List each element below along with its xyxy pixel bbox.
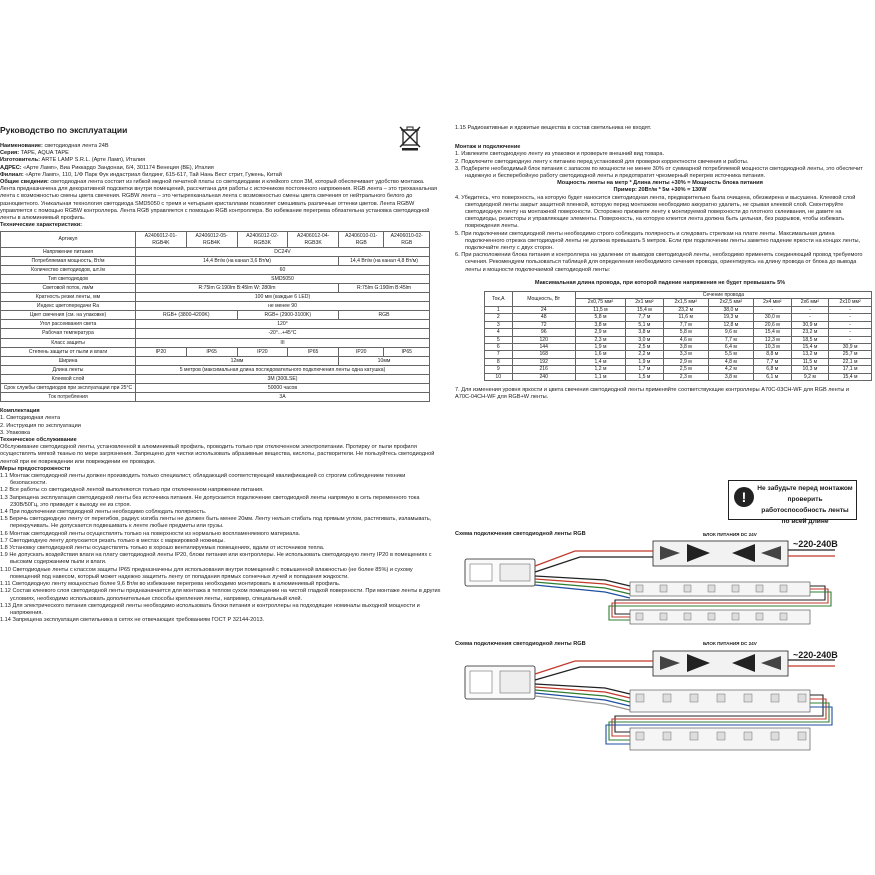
info-value: «Арте Ламп», 110, 1/Ф Парк Фук индастриал билдинг, 615-617, Тай Нань Вест стрит, Гужень, Китай	[23, 171, 282, 178]
table-cell: 216	[512, 366, 575, 373]
mount-step: 1. Извлеките светодиодную ленту из упаковки и проверьте внешний вид товара.	[455, 151, 665, 158]
info-line	[0, 165, 441, 172]
table-header: 2x1,5 мм²	[663, 299, 708, 306]
rgb-wires	[535, 576, 630, 598]
table-cell: IP65	[288, 347, 339, 356]
info-value: ARTE LAMP S.R.L. (Арте Ламп), Италия	[40, 157, 146, 164]
table-cell: 12,8 м	[708, 321, 753, 328]
table-cell: 10,3 м	[791, 366, 829, 373]
diagram-2-voltage: ~220-240В	[793, 650, 838, 660]
table-cell: IP20	[339, 347, 384, 356]
table-row	[1, 311, 430, 320]
table-header: 2x0,75 мм²	[575, 299, 625, 306]
mount-step: 5. При подключении светодиодной ленты необходимо строго соблюдать полярность и следовать стрелкам на плате ленты. Максимальная длина подключенного отрезка светодиодной ленты не должна превышать 5 метров. Если при подключении ленты заметно падение яркости на концах ленты, подключайте ленту с двух сторон.	[455, 230, 861, 252]
table-row	[1, 320, 430, 329]
table-cell: 1,4 м	[575, 358, 625, 365]
table-row	[485, 292, 872, 299]
table-header: 2x4 мм²	[753, 299, 791, 306]
kit-heading: Комплектация	[0, 408, 40, 415]
safety-item: 1.3 Запрещена эксплуатация светодиодной ленты без источника питания. Не допускается подключение светодиодной ленты напрямую в сеть переменного тока 230В/50Гц, это приведет к выходу ее из строя.	[0, 494, 420, 508]
table-row	[1, 256, 430, 265]
table-row	[1, 338, 430, 347]
table-cell: RGB	[339, 311, 430, 320]
table-row	[1, 302, 430, 311]
general-label: Общие сведения:	[0, 179, 49, 186]
table-row	[485, 336, 872, 343]
table-row	[1, 293, 430, 302]
table-cell: 2,5 м	[626, 343, 664, 350]
table-cell: 5,8 м	[663, 329, 708, 336]
table-cell: 4,6 м	[663, 336, 708, 343]
table-row	[1, 393, 430, 402]
table-row	[1, 232, 430, 247]
table-cell: 1,6 м	[575, 351, 625, 358]
power-example: Пример: 20Вт/м * 5м +30% = 130W	[613, 187, 707, 194]
table-cell: 10	[485, 373, 513, 380]
table-cell: A2406012-02-RGB3K	[237, 232, 288, 247]
table-cell: 24	[512, 306, 575, 313]
table-cell: 192	[512, 358, 575, 365]
table-row	[485, 329, 872, 336]
table-cell: 1,9 м	[575, 343, 625, 350]
table-cell: -	[829, 321, 872, 328]
table-cell: IP65	[384, 347, 430, 356]
table-row	[1, 247, 430, 256]
diagram-2-title: Схема подключения светодиодной ленты RGB	[455, 641, 586, 647]
info-value: светодиодная лента 24В	[42, 143, 109, 149]
table-cell: 38,0 м	[708, 306, 753, 313]
wiring-diagram-2	[455, 648, 865, 758]
general-text: светодиодная лента состоит из гибкой медной печатной платы со светодиодами и клейкого слоя 3М, который обеспечивает удобство монтажа. Лента предназначена для декоративной подсветки внутри помещений, рассчитана для работы с источником постоянного напряжения. RGB лента – это трехканальная лента с возможностью смены цвета свечения. RGBW лента – это четырехканальная лента с возможностью смены цвета свечения от нейтрального белого до разноцветного. Уникальная технология светодиода SMD5050 с тремя и четырьмя кристаллами позволяет смешивать различные оттенки цветов. Лента RGBW управляется с помощью RGBW контроллера. Лента RGB управляется с помощью RGB контроллера. Во избежание перегрева обязательна установка светодиодной ленты в алюминиевый профиль.	[0, 179, 438, 222]
info-line	[0, 143, 441, 150]
table-cell: A2406010-01-RGB	[339, 232, 384, 247]
table-header: Мощность, Вт	[512, 292, 575, 307]
page-title: Руководство по эксплуатации	[0, 125, 128, 135]
table-cell: Рабочая температура	[1, 329, 136, 338]
table-cell: 3,8 м	[575, 321, 625, 328]
table-row	[485, 314, 872, 321]
safety-heading: Меры предосторожности	[0, 465, 71, 472]
rgbw-wires	[535, 684, 630, 710]
table-cell: 23,2 м	[791, 329, 829, 336]
table-cell: 7,7 м	[663, 321, 708, 328]
right-column	[455, 125, 865, 401]
power-supply-unit	[653, 651, 788, 676]
table-cell: 11,5 м	[791, 358, 829, 365]
table-cell: 6,4 м	[708, 343, 753, 350]
table-cell: 17,1 м	[829, 366, 872, 373]
table-cell: 22,1 м	[829, 358, 872, 365]
table-cell: A2406010-02-RGB	[384, 232, 430, 247]
table-cell: Потребляемая мощность, Вт/м	[1, 256, 136, 265]
table-cell: Класс защиты	[1, 338, 136, 347]
safety-item: 1.8 Установку светодиодной ленты осуществлять только в хорошо вентилируемых помещениях, вдали от источников тепла.	[0, 545, 325, 552]
table-cell: Тип светодиодов	[1, 274, 136, 283]
table-cell: Ширина	[1, 356, 136, 365]
table-cell: не менее 90	[136, 302, 430, 311]
table-cell: -	[791, 306, 829, 313]
table-cell: 4,2 м	[708, 366, 753, 373]
table-row	[1, 265, 430, 274]
table-row	[485, 306, 872, 313]
table-cell: 50000 часов	[136, 384, 430, 393]
table-row	[1, 384, 430, 393]
table-cell: 4	[485, 329, 513, 336]
table-cell: Срок службы светодиодов при эксплуатации при 25°С	[1, 384, 136, 393]
led-strip-1	[630, 690, 810, 712]
cable-table-title: Максимальная длина провода, при которой падение напряжения не будет превышать 5%	[534, 279, 786, 286]
controller-unit	[465, 666, 535, 699]
safety-item: 1.13 Для электрического питания светодиодной ленты необходимо использовать блоки питания и контроллеры на подходящие номиналы выходной мощности и напряжения.	[0, 602, 420, 616]
table-cell: 3,8 м	[663, 343, 708, 350]
table-header: 2x6 мм²	[791, 299, 829, 306]
table-cell: 11,6 м	[663, 314, 708, 321]
table-cell: IP20	[237, 347, 288, 356]
table-cell: 2,9 м	[575, 329, 625, 336]
table-cell: Кратность резки ленты, мм	[1, 293, 136, 302]
table-cell: 6,1 м	[753, 373, 791, 380]
table-cell: 30,0 м	[753, 314, 791, 321]
table-cell: 9,6 м	[708, 329, 753, 336]
safety-item: 1.9 Не допускать воздействия влаги на плату светодиодной ленты IP20, блоки питания или контроллеры. Не использовать светодиодную ленту IP20 в помещениях с высоким содержанием пыли и влаги.	[0, 552, 432, 566]
table-header: Сечение провода	[575, 292, 871, 299]
mount-step: 2. Подключите светодиодную ленту к питанию перед установкой для проверки корректности свечения и работы.	[455, 158, 749, 165]
table-cell: 20,6 м	[753, 321, 791, 328]
table-cell: 13,2 м	[791, 351, 829, 358]
table-cell: 3,8 м	[708, 373, 753, 380]
table-cell: -	[753, 306, 791, 313]
mains-wires	[788, 550, 835, 556]
table-row	[485, 358, 872, 365]
table-cell: A2406012-05-RGB4K	[186, 232, 237, 247]
table-cell: 18,5 м	[791, 336, 829, 343]
info-label: Филиал:	[0, 171, 24, 178]
table-cell: 5,8 м	[575, 314, 625, 321]
table-cell: 3,3 м	[663, 351, 708, 358]
table-cell: 10мм	[339, 356, 430, 365]
table-row	[1, 284, 430, 293]
table-cell: Клеевой слой	[1, 374, 136, 383]
left-column	[0, 125, 441, 624]
table-cell: DC24V	[136, 247, 430, 256]
dc-wires	[535, 661, 653, 680]
table-cell: 96	[512, 329, 575, 336]
mount-step: 6. При расположении блока питания и контроллера на удалении от выводов светодиодной ленты, необходимо применять соединяющий провод требуемого сечения. Рекомендуем пользоваться таблицей для определения необходимого сечения провода, ориентируясь на длину провода от блока до вывода ленты и мощности подключаемой светодиодной ленты:	[455, 252, 863, 273]
controller-unit	[465, 559, 535, 586]
table-cell: 2,9 м	[663, 358, 708, 365]
table-cell: 2,3 м	[663, 373, 708, 380]
table-cell: 15,4 м	[829, 373, 872, 380]
warning-box	[728, 480, 857, 525]
table-cell: 23,2 м	[663, 306, 708, 313]
table-cell: 120°	[136, 320, 430, 329]
table-cell: 15,4 м	[753, 329, 791, 336]
info-label: АДРЕС:	[0, 164, 22, 171]
table-cell: -	[829, 306, 872, 313]
table-cell: 12мм	[136, 356, 339, 365]
info-line	[0, 150, 441, 157]
table-cell: 14,4 Вт/м (на канал 4,8 Вт/м)	[339, 256, 430, 265]
table-cell: Артикул	[1, 232, 136, 247]
table-cell: 6	[485, 343, 513, 350]
safety-item: 1.5 Беречь светодиодную ленту от перегибов, радиус изгиба ленты не должен быть менее 20мм. Ленту нельзя стибать под прямым углом, растягивать, изламывать, перекручивать. Не допускается подвешивать к ленте любые предметы или грузы.	[0, 516, 432, 530]
table-cell: Угол рассеивания света	[1, 320, 136, 329]
mount-step: 4. Убедитесь, что поверхность, на которую будет наносится светодиодная лента, предварительно была очищена, обезжирена и высушена. Клеевой слой светодиодной ленты закрыт защитной пленкой, которую перед монтажом необходимо аккуратно удалить, не срывая клеевой слой. Смонтируйте светодиодную ленту на монтажной поверхности. Осторожно прижмите ленту к монтируемой поверхности до плотного склеивания, не давите на светодиоды, резисторы и управляющие элементы. Поверхность, на которую клеится лента должна быть цельная, без разрывов, чтобы избежать повреждения ленты.	[455, 194, 856, 230]
table-cell: IP20	[136, 347, 187, 356]
table-cell: 5 метров (максимальная длина последовательного подключения ленты одна катушка)	[136, 365, 430, 374]
table-cell: 60	[136, 265, 430, 274]
table-cell: 8,8 м	[753, 351, 791, 358]
table-cell: RGB+ (2900-3100K)	[237, 311, 339, 320]
table-cell: 144	[512, 343, 575, 350]
kit-item: 1. Светодиодная лента	[0, 415, 61, 422]
table-cell: 5	[485, 336, 513, 343]
table-cell: R:75lm G:190lm B:45lm W: 280lm	[136, 284, 339, 293]
table-cell: 72	[512, 321, 575, 328]
table-cell: 1,9 м	[626, 358, 664, 365]
table-row	[1, 347, 430, 356]
table-cell: 15,4 м	[791, 343, 829, 350]
power-supply-unit	[653, 541, 788, 566]
info-line	[0, 172, 441, 179]
table-row	[1, 356, 430, 365]
table-cell: SMD5050	[136, 274, 430, 283]
table-cell: 5,1 м	[626, 321, 664, 328]
table-row	[1, 374, 430, 383]
table-cell: 12,3 м	[753, 336, 791, 343]
table-row	[1, 274, 430, 283]
table-row	[485, 343, 872, 350]
table-cell: Напряжение питания	[1, 247, 136, 256]
table-cell: 7	[485, 351, 513, 358]
info-label: Изготовитель:	[0, 157, 40, 164]
table-header: Ток,А	[485, 292, 513, 307]
table-cell: 9,2 м	[791, 373, 829, 380]
table-cell: Индекс цветопередачи Ra	[1, 302, 136, 311]
exclamation-icon: !	[734, 487, 754, 507]
table-cell: 2,2 м	[626, 351, 664, 358]
service-text: Обслуживание светодиодной ленты, установленной в алюминиевый профиль, проводить только при отключенном электропитании. Протирку от пыли профиля осуществлять мягкой тканью по мере загрязнения. Запрещено для чистки использовать абразивные вещества, кислоты, растворители. Не пользуйтесь светодиодной лентой при ее повреждении или повреждении ее проводки.	[0, 444, 435, 465]
table-header: 2x1 мм²	[626, 299, 664, 306]
kit-list	[0, 415, 441, 437]
safety-item: 1.14 Запрещена эксплуатация светильника в сетях не отвечающих требованиям ГОСТ Р 32144-2013.	[0, 617, 265, 624]
table-cell: 7,7 м	[753, 358, 791, 365]
led-strip-2	[630, 728, 810, 750]
info-value: «Арте Ламп», Виа Риккардо Зандонаи, 6/4, 301174 Венеция (ВЕ), Италия	[21, 164, 214, 171]
table-cell: 3,0 м	[626, 336, 664, 343]
table-row	[1, 329, 430, 338]
table-cell: Цвет свечения (см. на упаковке)	[1, 311, 136, 320]
wiring-diagram-1	[455, 538, 865, 633]
table-cell: 1,1 м	[575, 373, 625, 380]
mount-steps-continued	[455, 195, 865, 274]
table-cell: 7,7 м	[708, 336, 753, 343]
table-cell: 8	[485, 358, 513, 365]
tech-heading: Технические характеристики:	[0, 222, 83, 229]
table-cell: -	[829, 336, 872, 343]
table-cell: 3A	[136, 393, 430, 402]
info-label: Наименование:	[0, 143, 43, 149]
table-cell: 9	[485, 366, 513, 373]
table-row	[485, 321, 872, 328]
table-cell: 3,8 м	[626, 329, 664, 336]
table-cell: 48	[512, 314, 575, 321]
table-cell: 5,5 м	[708, 351, 753, 358]
kit-item: 3. Упаковка	[0, 429, 30, 436]
info-label: Серия:	[0, 150, 20, 157]
table-cell: Длина ленты	[1, 365, 136, 374]
table-cell: Степень защиты от пыли и влаги	[1, 347, 136, 356]
safety-item: 1.2 Все работы со светодиодной лентой выполняются только при отключенном напряжении питания.	[0, 487, 264, 494]
specs-table	[0, 231, 430, 402]
table-cell: A2406012-01-RGB4K	[136, 232, 187, 247]
table-cell: R:75lm G:190lm B:45lm	[339, 284, 430, 293]
step-7: 7. Для изменения уровня яркости и цвета свечения светодиодной ленты применяйте соответствующие контроллеры A70C-03CH-WF для RGB ленты и A70C-04CH-WF для RGB+W ленты.	[455, 386, 850, 401]
table-cell: 14,4 Вт/м (на канал 3,6 Вт/м)	[136, 256, 339, 265]
mount-heading: Монтаж и подключение	[455, 144, 521, 151]
table-cell: IP65	[186, 347, 237, 356]
table-cell: 1	[485, 306, 513, 313]
table-row	[485, 366, 872, 373]
general-info	[0, 179, 441, 222]
diagram-1-voltage: ~220-240В	[793, 539, 838, 549]
dc-wires	[535, 551, 653, 572]
table-cell: 100 мм (каждые 6 LED)	[136, 293, 430, 302]
table-row	[485, 351, 872, 358]
table-cell: -	[829, 314, 872, 321]
info-value: TAPE, AQUA TAPE	[19, 150, 69, 157]
table-row	[1, 365, 430, 374]
table-cell: 30,9 м	[791, 321, 829, 328]
service-heading: Техническое обслуживание	[0, 437, 77, 444]
table-cell: 120	[512, 336, 575, 343]
table-cell: -	[829, 329, 872, 336]
mains-wires	[788, 660, 835, 666]
info-block	[0, 143, 441, 179]
mount-steps	[455, 151, 865, 180]
power-formula: Мощность ленты на метр * Длина ленты +30% = Мощность блока питания	[557, 180, 763, 187]
table-cell: 2,5 м	[663, 366, 708, 373]
safety-item: 1.7 Светодиодную ленту допускается резать только в местах с маркировкой ножницы.	[0, 537, 225, 544]
safety-item: 1.6 Монтаж светодиодной ленты осуществлять только на поверхности из нормально воспламеняемого материала.	[0, 530, 301, 537]
table-cell: 2	[485, 314, 513, 321]
diagram-1-psu-label: БЛОК ПИТАНИЯ DC 24V	[703, 532, 757, 537]
table-cell: 168	[512, 351, 575, 358]
table-cell: 25,7 м	[829, 351, 872, 358]
table-cell: -20°...+45°C	[136, 329, 430, 338]
warning-text: Не забудьте перед монтажом проверить работоспособность ленты по всей длине	[757, 485, 853, 525]
info-line	[0, 157, 441, 164]
table-cell: A2406012-04-RGB3K	[288, 232, 339, 247]
table-cell: 3M (300LSE)	[136, 374, 430, 383]
table-cell: 19,3 м	[708, 314, 753, 321]
safety-item-1-15: 1.15 Радиоактивные и ядовитые вещества в состав светильника не входят.	[455, 125, 652, 131]
table-cell: 4,8 м	[708, 358, 753, 365]
table-cell: -	[791, 314, 829, 321]
safety-item: 1.1 Монтаж светодиодной ленты должен производить только специалист, обладающий соответствующей квалификацией со строгим соблюдением техники безопасности.	[0, 473, 406, 487]
table-header: 2x2,5 мм²	[708, 299, 753, 306]
table-row	[485, 373, 872, 380]
safety-item: 1.10 Светодиодные ленты с классом защиты IP65 предназначены для использования внутри помещений с повышенной влажностью (не более 85%) и сухому помещений под навесом, который может надежно защитить ленту от попадания прямых солнечных лучей и попадания жидкости.	[0, 566, 413, 580]
table-cell: 2,3 м	[575, 336, 625, 343]
table-cell: III	[136, 338, 430, 347]
weee-bin-icon	[398, 125, 422, 151]
table-cell: RGB+ (3800-4200K)	[136, 311, 238, 320]
table-cell: 10,3 м	[753, 343, 791, 350]
safety-item: 1.4 При подключении светодиодной ленты необходимо соблюдать полярность.	[0, 509, 207, 516]
cable-table	[484, 291, 872, 381]
diagram-2-psu-label: БЛОК ПИТАНИЯ DC 24V	[703, 641, 757, 646]
kit-item: 2. Инструкция по эксплуатации	[0, 422, 81, 429]
table-cell: 1,5 м	[626, 373, 664, 380]
table-cell: 15,4 м	[626, 306, 664, 313]
table-cell: Ток потребления	[1, 393, 136, 402]
table-cell: 30,9 м	[829, 343, 872, 350]
led-strip-1	[630, 582, 810, 596]
table-cell: Количество светодиодов, шт./м	[1, 265, 136, 274]
diagram-1-title: Схема подключения светодиодной ленты RGB	[455, 531, 586, 537]
table-cell: 11,5 м	[575, 306, 625, 313]
table-cell: 1,7 м	[626, 366, 664, 373]
table-cell: 1,2 м	[575, 366, 625, 373]
safety-item: 1.11 Светодиодную ленту мощностью более 9,6 Вт/м во избежание перегрева необходимо монтировать в алюминиевый профиль.	[0, 581, 341, 588]
mount-step: 3. Подберите необходимый блок питания с запасом по мощности не менее 30% от суммарной потребляемой мощности светодиодной ленты, это обеспечит надежную и бесперебойную работу светодиодной ленты и предотвратит чрезмерный перегрев источника питания.	[455, 165, 863, 180]
safety-item: 1.12 Состав клеевого слоя светодиодной ленты предназначается для монтажа в теплом сухом помещении на чистой гладкой поверхности. При монтаже ленты в других условиях, необходимо использовать дополнительные способы крепления ленты, например, специальный клей.	[0, 588, 441, 602]
table-cell: 240	[512, 373, 575, 380]
table-cell: 6,8 м	[753, 366, 791, 373]
table-cell: 3	[485, 321, 513, 328]
table-cell: Световой поток, лм/м	[1, 284, 136, 293]
table-cell: 7,7 м	[626, 314, 664, 321]
table-header: 2x10 мм²	[829, 299, 872, 306]
safety-list	[0, 473, 441, 624]
led-strip-2	[630, 610, 810, 624]
